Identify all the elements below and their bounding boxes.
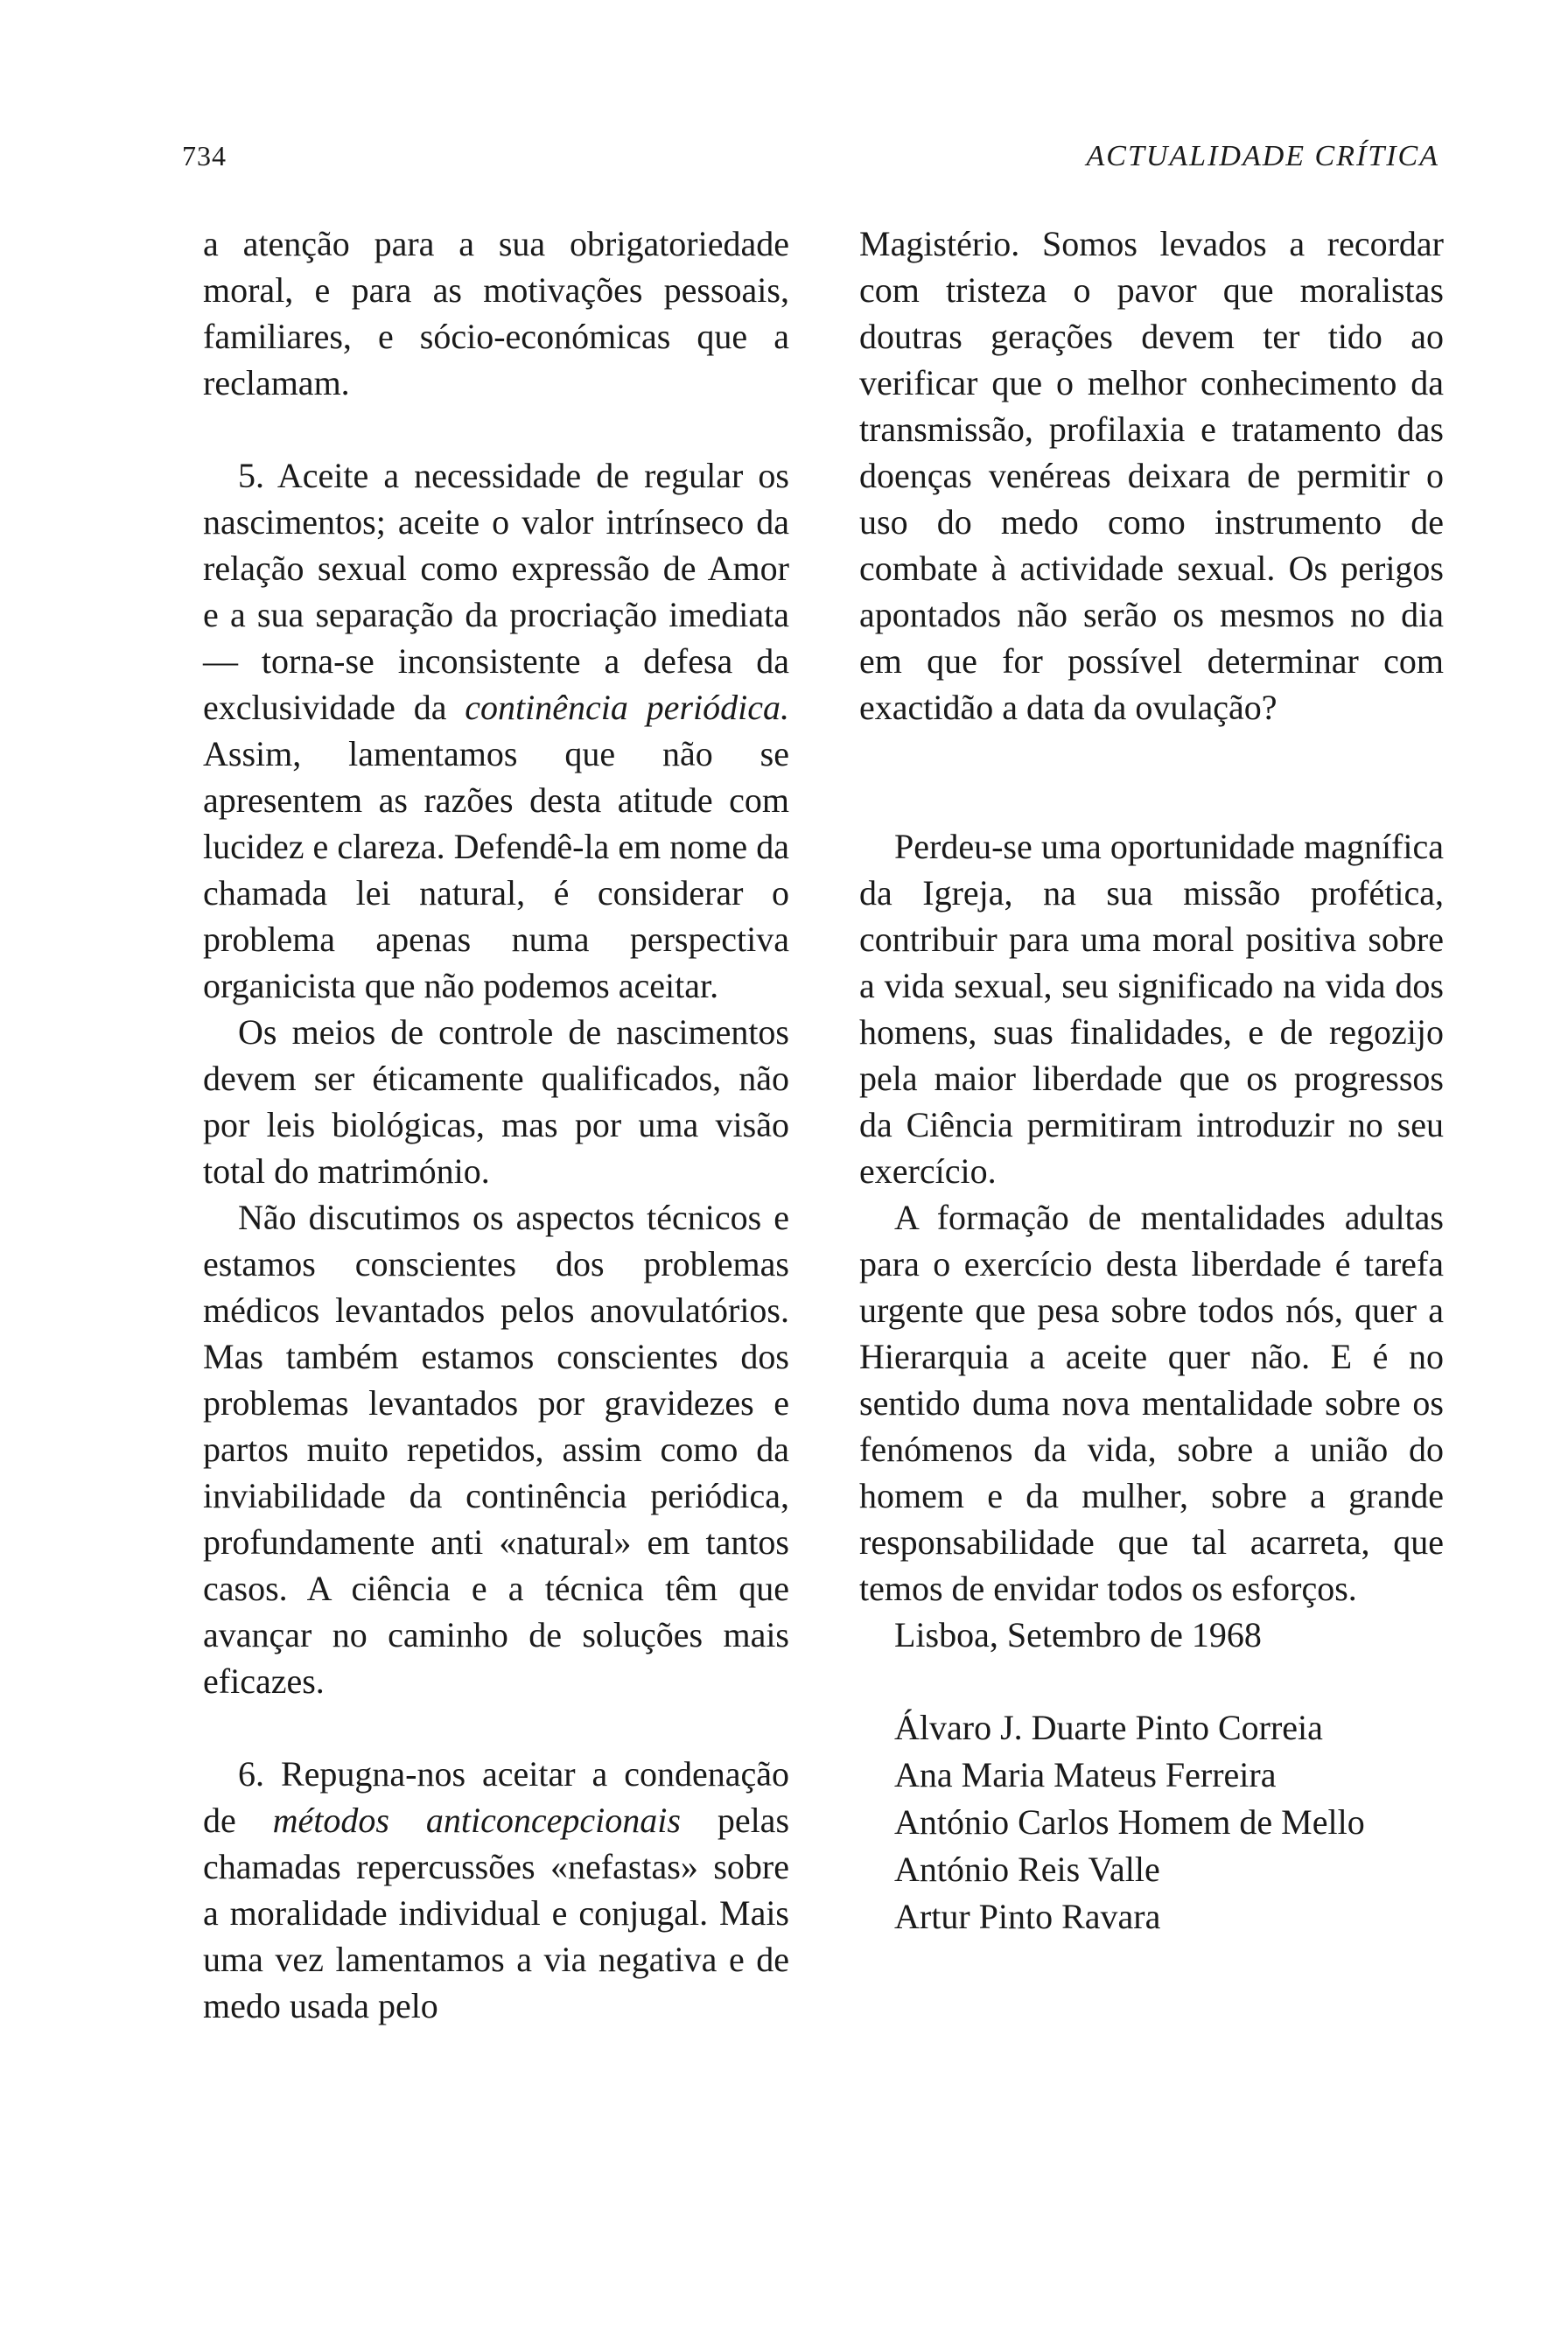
paragraph-right-1: Magistério. Somos levados a recordar com tristeza o pavor que moralistas doutras gerações devem ter tido ao verificar que o melhor conhecimento da transmissão, profilaxia e tratamento das doenças venéreas deixara de permitir o uso do medo como instrumento de combate à actividade sexual. Os perigos apontados não serão os mesmos no dia em que for possível determinar com exactidão a data da ovulação? [859, 224, 1444, 727]
signatory: Artur Pinto Ravara [894, 1897, 1161, 1936]
signatory: António Carlos Homem de Mello [894, 1802, 1365, 1842]
paragraph-spacer [203, 1704, 789, 1751]
paragraph-spacer [859, 1658, 1444, 1704]
paragraph-left-2-italic: continência periódica. [465, 688, 789, 727]
paragraph-left-3: Os meios de controle de nascimentos devem ser éticamente qualificados, não por leis biológicas, mas por uma visão total do matrimónio. [203, 1012, 789, 1191]
signatory: Álvaro J. Duarte Pinto Correia [894, 1708, 1323, 1747]
paragraph-left-2 [203, 452, 789, 1009]
signatory: António Reis Valle [894, 1850, 1160, 1889]
paragraph-spacer [203, 406, 789, 452]
page-number: 734 [182, 140, 227, 171]
paragraph-spacer [859, 731, 1444, 823]
right-column [859, 220, 1444, 1941]
paragraph-left-5 [203, 1751, 789, 2029]
paragraph-left-5-text-a: 6. Repugna-nos aceitar a condenação de [203, 1754, 789, 1840]
paragraph-right-2: Perdeu-se uma oportunidade magnífica da Igreja, na sua missão profética, contribuir para uma moral positiva sobre a vida sexual, seu significado na vida dos homens, suas finalidades, e de regozijo pela maior liberdade que os progressos da Ciência permitiram introduzir no seu exercício. [859, 827, 1444, 1191]
signatories-list [859, 1704, 1444, 1941]
paragraph-left-2-text-a: 5. Aceite a necessidade de regular os nascimentos; aceite o valor intrínseco da relação sexual como expressão de Amor e a sua separação da procriação imediata — torna-se inconsistente a defesa da exclusividade da [203, 456, 789, 727]
paragraph-right-3: A formação de mentalidades adultas para o exercício desta liberdade é tarefa urgente que pesa sobre todos nós, quer a Hierarquia a aceite quer não. E é no sentido duma nova mentalidade sobre os fenómenos da vida, sobre a união do homem e da mulher, sobre a grande responsabilidade que tal acarreta, que temos de envidar todos os esforços. [859, 1198, 1444, 1608]
running-header: ACTUALIDADE CRÍTICA [1086, 140, 1439, 172]
paragraph-left-2-text-b: Assim, lamentamos que não se apresentem as razões desta atitude com lucidez e clareza. Defendê-la em nome da chamada lei natural, é considerar o problema apenas numa perspectiva organicista que não podemos aceitar. [203, 734, 789, 1005]
paragraph-left-5-text-b: pelas chamadas repercussões «nefastas» sobre a moralidade individual e conjugal. Mais uma vez lamentamos a via negativa e de medo usada pelo [203, 1801, 790, 2025]
paragraph-left-1: a atenção para a sua obrigatoriedade moral, e para as motivações pessoais, familiares, e sócio-económicas que a reclamam. [203, 224, 789, 402]
left-column [203, 220, 789, 2029]
place-date: Lisboa, Setembro de 1968 [894, 1615, 1262, 1654]
signatory: Ana Maria Mateus Ferreira [894, 1755, 1277, 1794]
paragraph-left-4: Não discutimos os aspectos técnicos e estamos conscientes dos problemas médicos levantados pelos anovulatórios. Mas também estamos conscientes dos problemas levantados por gravidezes e partos muito repetidos, assim como da inviabilidade da continência periódica, profundamente anti «natural» em tantos casos. A ciência e a técnica têm que avançar no caminho de soluções mais eficazes. [203, 1198, 789, 1701]
paragraph-left-5-italic: métodos anticoncepcionais [272, 1801, 681, 1840]
